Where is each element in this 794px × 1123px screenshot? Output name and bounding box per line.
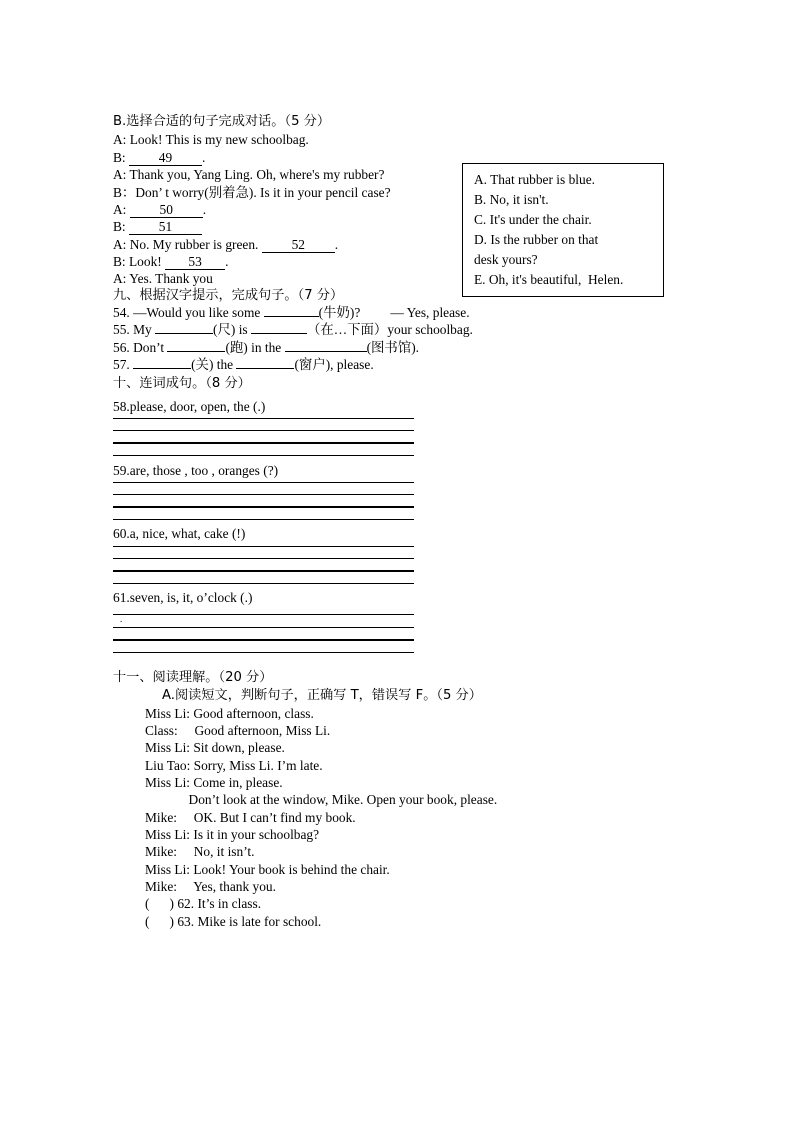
question-55: 55. My (尺) is （在…下面）your schoolbag.: [113, 322, 473, 337]
dialog-row: Miss Li: Is it in your schoolbag?: [145, 827, 320, 842]
answer-line: [113, 614, 414, 615]
option-c: C. It's under the chair.: [474, 212, 592, 227]
blank-51[interactable]: 51: [129, 220, 202, 235]
blank-55b[interactable]: [251, 333, 307, 334]
dialog-line-8: B: Look! 53 .: [113, 254, 229, 269]
answer-line: [113, 558, 414, 559]
question-54: 54. —Would you like some (牛奶)? — Yes, please.: [113, 305, 470, 320]
dialog-row: Mike: Yes, thank you.: [145, 879, 276, 894]
blank-53[interactable]: 53: [165, 255, 225, 270]
option-d-cont: desk yours?: [474, 252, 538, 267]
dialog-line-4: B：Don’ t worry(别着急). Is it in your pencil case?: [113, 185, 391, 200]
question-63[interactable]: ( ) 63. Mike is late for school.: [145, 914, 322, 929]
dialog-row: Mike: OK. But I can’t find my book.: [145, 810, 356, 825]
options-box: [462, 163, 664, 297]
answer-line: [113, 583, 414, 584]
dialog-row: Class: Good afternoon, Miss Li.: [145, 723, 331, 738]
answer-line: [113, 430, 414, 431]
option-d: D. Is the rubber on that: [474, 232, 599, 247]
stray-dot: .: [120, 614, 123, 624]
section-10-title: 十、连词成句。（8 分）: [113, 376, 251, 391]
question-59: 59.are, those , too , oranges (?): [113, 463, 279, 478]
section-9-title: 九、根据汉字提示，完成句子。（7 分）: [113, 288, 344, 303]
dialog-line-6: B: 51: [113, 218, 202, 235]
answer-line: [113, 570, 414, 572]
section-11-title: 十一、阅读理解。（20 分）: [113, 670, 273, 685]
blank-56b[interactable]: [285, 351, 367, 352]
answer-line: [113, 455, 414, 456]
blank-56a[interactable]: [167, 351, 225, 352]
answer-line: [113, 519, 414, 520]
dialog-row: Miss Li: Good afternoon, class.: [145, 706, 314, 721]
dialog-row: Miss Li: Come in, please.: [145, 775, 283, 790]
question-56: 56. Don’t (跑) in the (图书馆).: [113, 340, 420, 355]
blank-57b[interactable]: [236, 368, 294, 369]
dialog-line-7: A: No. My rubber is green. 52 .: [113, 237, 339, 252]
blank-55a[interactable]: [155, 333, 213, 334]
blank-50[interactable]: 50: [130, 203, 203, 218]
answer-line: [113, 652, 414, 653]
dialog-row: Miss Li: Look! Your book is behind the chair.: [145, 862, 390, 877]
blank-49[interactable]: 49: [129, 151, 202, 166]
answer-line: [113, 494, 414, 495]
blank-54[interactable]: [264, 316, 319, 317]
dialog-row: Mike: No, it isn’t.: [145, 844, 255, 859]
blank-52[interactable]: 52: [262, 238, 335, 253]
answer-line: [113, 639, 414, 641]
answer-line: [113, 442, 414, 444]
question-60: 60.a, nice, what, cake (!): [113, 526, 246, 541]
option-e: E. Oh, it's beautiful, Helen.: [474, 272, 624, 287]
option-b: B. No, it isn't.: [474, 192, 549, 207]
answer-line: [113, 482, 414, 483]
answer-line: [113, 546, 414, 547]
section-11-subtitle: A.阅读短文，判断句子，正确写 T，错误写 F。（5 分）: [162, 688, 482, 703]
answer-line: [113, 627, 414, 628]
question-57: 57. (关) the (窗户), please.: [113, 357, 374, 372]
blank-57a[interactable]: [133, 368, 191, 369]
dialog-row: Liu Tao: Sorry, Miss Li. I’m late.: [145, 758, 323, 773]
dialog-row: Miss Li: Sit down, please.: [145, 740, 285, 755]
section-b-title: B.选择合适的句子完成对话。（5 分）: [113, 114, 331, 129]
answer-line: [113, 506, 414, 508]
question-62[interactable]: ( ) 62. It’s in class.: [145, 896, 262, 911]
dialog-row: Don’t look at the window, Mike. Open your book, please.: [145, 792, 498, 807]
question-58: 58.please, door, open, the (.): [113, 399, 266, 414]
dialog-line-5: A: 50 .: [113, 202, 207, 217]
dialog-line-2: B: 49 .: [113, 150, 206, 165]
dialog-line-3: A: Thank you, Yang Ling. Oh, where's my rubber?: [113, 167, 385, 182]
dialog-line-1: A: Look! This is my new schoolbag.: [113, 132, 309, 147]
question-61: 61.seven, is, it, o’clock (.): [113, 590, 253, 605]
answer-line: [113, 418, 414, 419]
dialog-line-9: A: Yes. Thank you: [113, 271, 213, 286]
option-a: A. That rubber is blue.: [474, 172, 595, 187]
